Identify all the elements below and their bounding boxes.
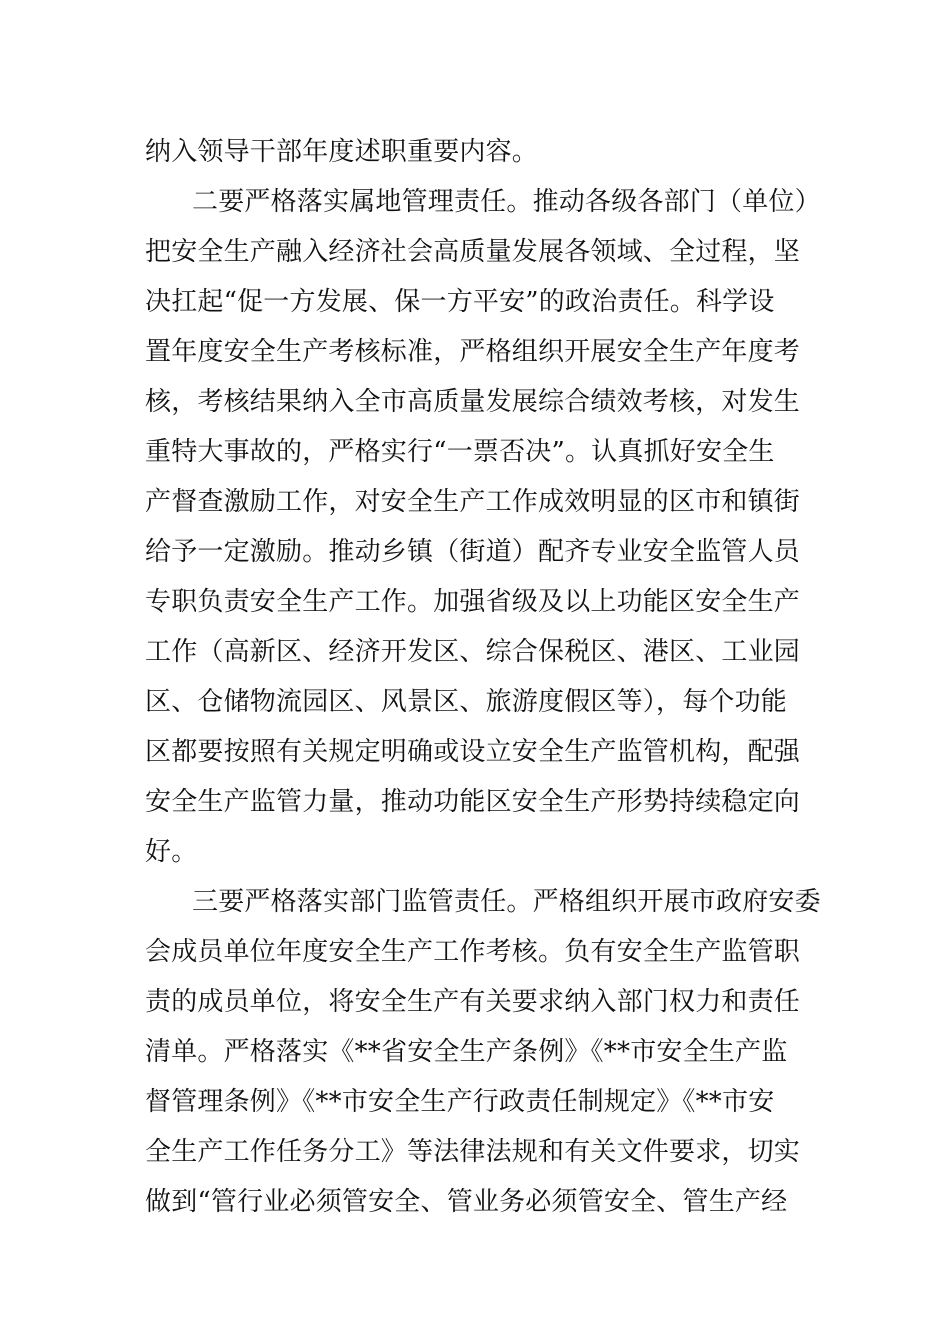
text-line: 决扛起“促一方发展、保一方平安”的政治责任。科学设 bbox=[145, 287, 775, 317]
paragraph-start-line: 二要严格落实属地管理责任。推动各级各部门（单位） bbox=[192, 187, 821, 217]
text-line: 会成员单位年度安全生产工作考核。负有安全生产监管职 bbox=[145, 937, 801, 967]
text-line: 重特大事故的，严格实行“一票否决”。认真抓好安全生 bbox=[145, 437, 775, 467]
text-line: 安全生产监管力量，推动功能区安全生产形势持续稳定向 bbox=[145, 787, 801, 817]
text-line: 工作（高新区、经济开发区、综合保税区、港区、工业园 bbox=[145, 637, 801, 667]
text-line: 给予一定激励。推动乡镇（街道）配齐专业安全监管人员 bbox=[145, 537, 801, 567]
text-line: 纳入领导干部年度述职重要内容。 bbox=[145, 137, 539, 167]
text-line: 把安全生产融入经济社会高质量发展各领域、全过程，坚 bbox=[145, 237, 801, 267]
text-line: 专职负责安全生产工作。加强省级及以上功能区安全生产 bbox=[145, 587, 801, 617]
text-line: 区都要按照有关规定明确或设立安全生产监管机构，配强 bbox=[145, 737, 801, 767]
text-line: 督管理条例》《**市安全生产行政责任制规定》《**市安 bbox=[145, 1087, 775, 1117]
text-line: 核，考核结果纳入全市高质量发展综合绩效考核，对发生 bbox=[145, 387, 801, 417]
text-line: 产督查激励工作，对安全生产工作成效明显的区市和镇街 bbox=[145, 487, 801, 517]
text-line: 好。 bbox=[145, 837, 198, 867]
text-line: 做到“管行业必须管安全、管业务必须管安全、管生产经 bbox=[145, 1187, 788, 1217]
text-line: 置年度安全生产考核标准，严格组织开展安全生产年度考 bbox=[145, 337, 801, 367]
text-line: 区、仓储物流园区、风景区、旅游度假区等），每个功能 bbox=[145, 687, 788, 717]
text-line: 全生产工作任务分工》等法律法规和有关文件要求，切实 bbox=[145, 1137, 801, 1167]
text-line: 清单。严格落实《**省安全生产条例》《**市安全生产监 bbox=[145, 1037, 788, 1067]
paragraph-start-line: 三要严格落实部门监管责任。严格组织开展市政府安委 bbox=[192, 887, 821, 917]
text-line: 责的成员单位，将安全生产有关要求纳入部门权力和责任 bbox=[145, 987, 801, 1017]
